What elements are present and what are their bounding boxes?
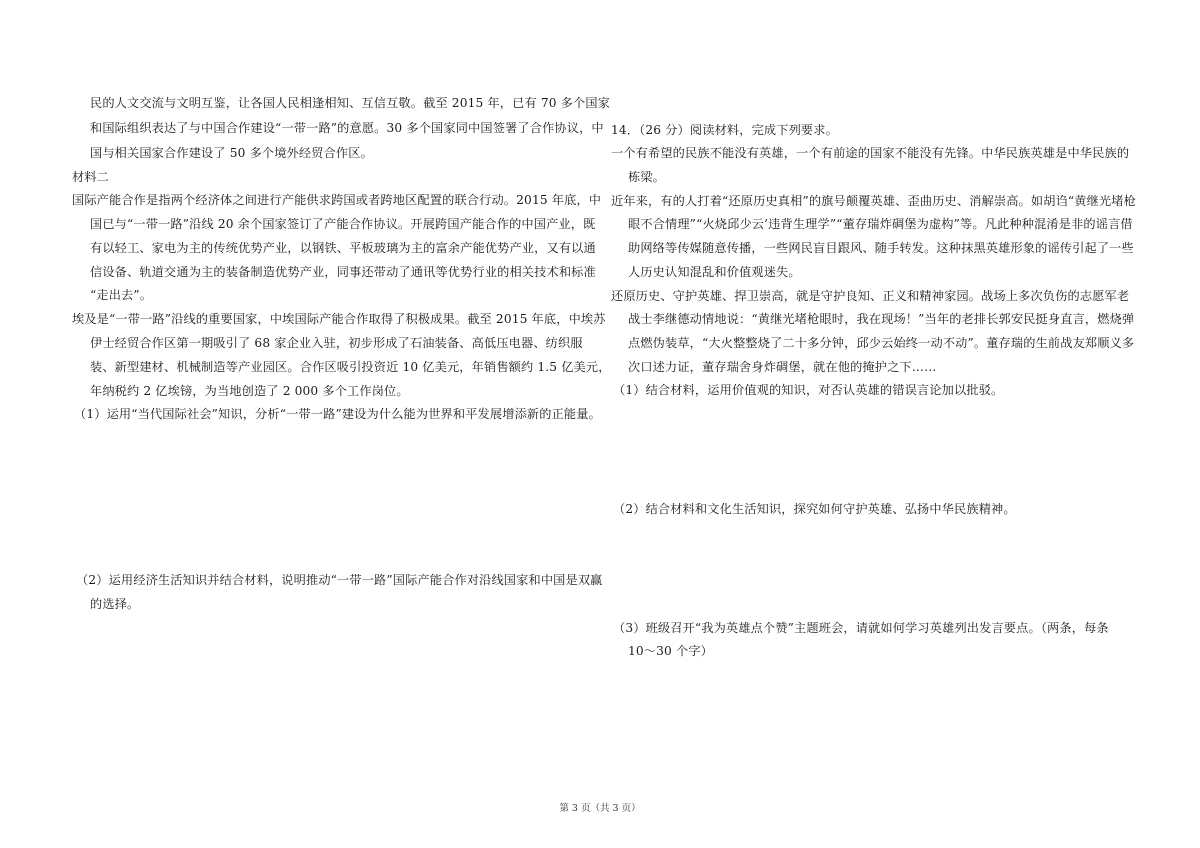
material-1-line-3: 国与相关国家合作建设了 50 多个境外经贸合作区。 [90,146,373,160]
right-p2-line-2: 眼不合情理”“火烧邱少云’违背生理学”“董存瑞炸碉堡为虚构”等。凡此种种混淆是非的谣言借 [628,217,1133,231]
question-3-right-line-2: 10～30 个字） [628,644,713,658]
right-p1-line-1: 一个有希望的民族不能没有英雄，一个有前途的国家不能没有先锋。中华民族英雄是中华民族的 [611,146,1130,160]
right-p3-line-2: 战士李继德动情地说：“黄继光堵枪眼时，我在现场！”当年的老排长郭安民挺身直言，燃烧弹 [628,312,1135,326]
material-2-p2-line-3: 装、新型建材、机械制造等产业园区。合作区吸引投资近 10 亿美元，年销售额约 1.5 亿美元， [90,360,611,374]
question-2-left-line-1: （2）运用经济生活知识并结合材料，说明推动“一带一路”国际产能合作对沿线国家和中国是双赢 [76,573,603,587]
right-p3-line-1: 还原历史、守护英雄、捍卫崇高，就是守护良知、正义和精神家园。战场上多次负伤的志愿军老 [611,289,1130,303]
right-p1-line-2: 栋梁。 [628,170,666,184]
right-p2-line-3: 助网络等传媒随意传播，一些网民盲目跟风、随手转发。这种抹黑英雄形象的谣传引起了一些 [628,241,1134,255]
material-2-p1-line-3: 有以轻工、家电为主的传统优势产业，以钢铁、平板玻璃为主的富余产能优势产业，又有以通 [90,241,596,255]
right-p2-line-1: 近年来，有的人打着“还原历史真相”的旗号颠覆英雄、歪曲历史、消解崇高。如胡诌“黄继光堵枪 [611,194,1136,208]
material-1-line-1: 民的人文交流与文明互鉴，让各国人民相逢相知、互信互敬。截至 2015 年，已有 70 多个国家 [90,96,611,110]
question-2-right: （2）结合材料和文化生活知识，探究如何守护英雄、弘扬中华民族精神。 [613,502,1016,516]
right-p3-line-4: 次口述力证，董存瑞舍身炸碉堡，就在他的掩护之下…… [628,360,937,374]
question-14-header: 14．（26 分）阅读材料，完成下列要求。 [611,123,838,137]
right-p2-line-4: 人历史认知混乱和价值观迷失。 [628,265,801,279]
question-3-right-line-1: （3）班级召开“我为英雄点个赞”主题班会，请就如何学习英雄列出发言要点。（两条，每条 [613,621,1109,635]
right-p3-line-3: 点燃伪装草，“大火整整烧了二十多分钟，邱少云始终一动不动”。董存瑞的生前战友郑顺义多 [628,336,1135,350]
material-2-p2-line-2: 伊士经贸合作区第一期吸引了 68 家企业入驻，初步形成了石油装备、高低压电器、纺织服 [90,336,583,350]
page-footer: 第 3 页（共 3 页） [559,803,641,814]
question-1-left: （1）运用“当代国际社会”知识，分析“一带一路”建设为什么能为世界和平发展增添新的正能量。 [74,407,601,421]
material-2-p1-line-4: 信设备、轨道交通为主的装备制造优势产业，同事还带动了通讯等优势行业的相关技术和标准 [90,265,596,279]
material-2-heading: 材料二 [72,170,110,184]
material-2-p1-line-1: 国际产能合作是指两个经济体之间进行产能供求跨国或者跨地区配置的联合行动。2015 年底，中 [72,193,602,207]
material-2-p2-line-1: 埃及是“一带一路”沿线的重要国家，中埃国际产能合作取得了积极成果。截至 2015 年底，中埃苏 [72,312,606,326]
material-2-p1-line-5: “走出去”。 [90,288,153,302]
question-2-left-line-2: 的选择。 [90,597,140,611]
material-1-line-2: 和国际组织表达了与中国合作建设“一带一路”的意愿。30 多个国家同中国签署了合作协议，中 [90,121,604,135]
question-1-right: （1）结合材料，运用价值观的知识，对否认英雄的错误言论加以批驳。 [613,383,1004,397]
material-2-p2-line-4: 年纳税约 2 亿埃镑，为当地创造了 2 000 多个工作岗位。 [90,384,409,398]
material-2-p1-line-2: 国已与“一带一路”沿线 20 余个国家签订了产能合作协议。开展跨国产能合作的中国产业，既 [90,217,596,231]
